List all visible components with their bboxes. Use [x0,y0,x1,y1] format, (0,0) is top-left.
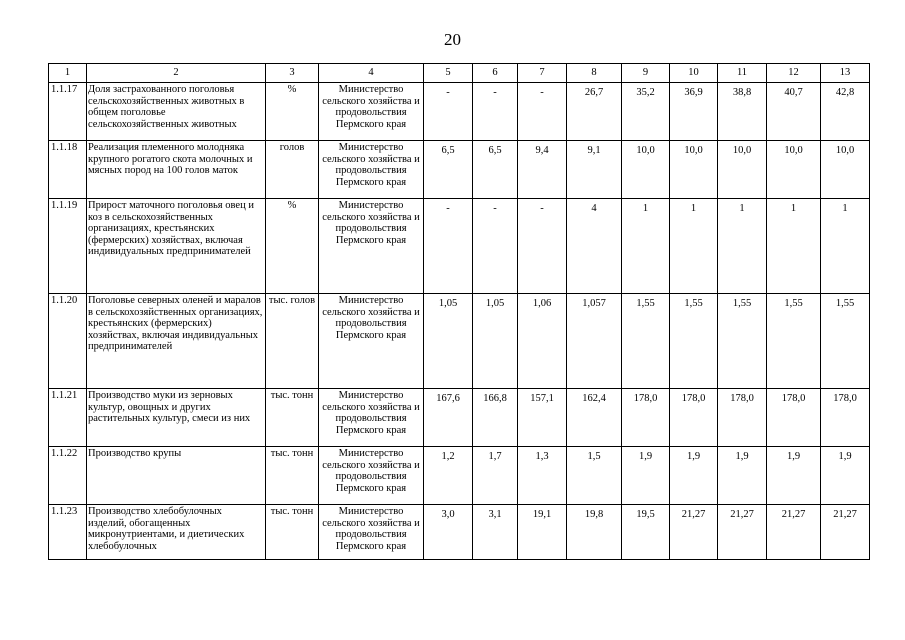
indicator-value: 1 [622,199,670,294]
indicator-value: 3,0 [424,505,473,560]
indicator-value: 1,9 [718,447,767,505]
indicator-value: 178,0 [670,389,718,447]
indicator-value: - [518,199,567,294]
indicator-value: 6,5 [473,141,518,199]
indicator-value: 162,4 [567,389,622,447]
column-header: 2 [87,64,266,83]
indicator-value: 40,7 [767,83,821,141]
unit-of-measure: голов [266,141,319,199]
unit-of-measure: тыс. тонн [266,389,319,447]
column-header: 7 [518,64,567,83]
column-header: 8 [567,64,622,83]
indicator-value: 1,05 [424,294,473,389]
column-header: 12 [767,64,821,83]
indicator-value: 1,9 [622,447,670,505]
indicator-name: Реализация племенного молодняка крупного рогатого скота молочных и мясных пород на 100 голов маток [87,141,266,199]
indicator-value: 1,55 [767,294,821,389]
responsible-executor: Министерство сельского хозяйства и продовольствия Пермского края [319,83,424,141]
unit-of-measure: % [266,199,319,294]
indicator-name: Производство крупы [87,447,266,505]
indicator-value: 1,06 [518,294,567,389]
indicator-code: 1.1.21 [49,389,87,447]
table-row [49,389,870,447]
table-body [49,64,870,560]
indicator-value: 1 [821,199,870,294]
column-number-header-row [49,64,870,83]
indicator-value: 178,0 [767,389,821,447]
indicator-value: 4 [567,199,622,294]
table-row [49,83,870,141]
indicator-value: 10,0 [670,141,718,199]
indicator-value: 42,8 [821,83,870,141]
unit-of-measure: % [266,83,319,141]
indicator-value: 178,0 [821,389,870,447]
indicator-name: Производство муки из зерновых культур, овощных и других растительных культур, смеси из них [87,389,266,447]
column-header: 13 [821,64,870,83]
indicator-value: 1,55 [622,294,670,389]
column-header: 11 [718,64,767,83]
indicator-value: 1 [718,199,767,294]
indicator-value: 9,1 [567,141,622,199]
indicator-value: 178,0 [718,389,767,447]
indicator-value: 10,0 [767,141,821,199]
table-row [49,199,870,294]
indicator-value: 1,55 [821,294,870,389]
indicator-value: - [424,199,473,294]
indicator-value: 1,9 [767,447,821,505]
indicator-value: 21,27 [670,505,718,560]
table-row [49,447,870,505]
indicator-value: 1,057 [567,294,622,389]
unit-of-measure: тыс. голов [266,294,319,389]
indicator-name: Доля застрахованного поголовья сельскохозяйственных животных в общем поголовье сельскохозяйственных животных [87,83,266,141]
indicator-code: 1.1.20 [49,294,87,389]
indicator-value: 21,27 [718,505,767,560]
indicator-name: Поголовье северных оленей и маралов в сельскохозяйственных организациях, крестьянских (фермерских) хозяйствах, включая индивидуальных предпринимателей [87,294,266,389]
column-header: 1 [49,64,87,83]
indicator-value: 19,1 [518,505,567,560]
responsible-executor: Министерство сельского хозяйства и продовольствия Пермского края [319,505,424,560]
indicator-value: 10,0 [622,141,670,199]
indicator-value: 10,0 [821,141,870,199]
indicator-value: - [473,199,518,294]
column-header: 3 [266,64,319,83]
column-header: 9 [622,64,670,83]
indicator-value: 1,9 [821,447,870,505]
indicator-name: Производство хлебобулочных изделий, обогащенных микронутриентами, и диетических хлебобулочных [87,505,266,560]
indicator-value: 1,5 [567,447,622,505]
indicator-value: 6,5 [424,141,473,199]
unit-of-measure: тыс. тонн [266,505,319,560]
indicator-code: 1.1.18 [49,141,87,199]
indicator-name: Прирост маточного поголовья овец и коз в сельскохозяйственных организациях, крестьянских (фермерских) хозяйствах, включая индивидуальных предпринимателей [87,199,266,294]
indicator-value: 178,0 [622,389,670,447]
page-number: 20 [444,30,461,49]
indicator-value: 38,8 [718,83,767,141]
table-row [49,141,870,199]
indicator-value: 1,9 [670,447,718,505]
column-header: 5 [424,64,473,83]
indicator-value: 1,55 [670,294,718,389]
responsible-executor: Министерство сельского хозяйства и продовольствия Пермского края [319,141,424,199]
indicator-value: 19,5 [622,505,670,560]
indicator-value: - [424,83,473,141]
indicator-value: 157,1 [518,389,567,447]
indicator-value: 1,3 [518,447,567,505]
indicator-value: 35,2 [622,83,670,141]
indicator-value: 1,2 [424,447,473,505]
indicator-value: 21,27 [767,505,821,560]
column-header: 6 [473,64,518,83]
table-row [49,505,870,560]
column-header: 10 [670,64,718,83]
indicator-value: 26,7 [567,83,622,141]
indicator-value: 1 [767,199,821,294]
responsible-executor: Министерство сельского хозяйства и продовольствия Пермского края [319,199,424,294]
indicator-code: 1.1.19 [49,199,87,294]
indicator-code: 1.1.17 [49,83,87,141]
indicator-value: 36,9 [670,83,718,141]
indicator-value: 1 [670,199,718,294]
indicator-value: 21,27 [821,505,870,560]
indicator-value: - [473,83,518,141]
responsible-executor: Министерство сельского хозяйства и продовольствия Пермского края [319,447,424,505]
indicator-value: - [518,83,567,141]
indicator-value: 167,6 [424,389,473,447]
indicator-value: 19,8 [567,505,622,560]
indicator-value: 9,4 [518,141,567,199]
indicator-code: 1.1.23 [49,505,87,560]
indicator-value: 3,1 [473,505,518,560]
indicator-value: 166,8 [473,389,518,447]
indicator-value: 1,7 [473,447,518,505]
indicators-table [48,63,870,560]
table-row [49,294,870,389]
indicator-value: 1,05 [473,294,518,389]
unit-of-measure: тыс. тонн [266,447,319,505]
column-header: 4 [319,64,424,83]
indicator-value: 10,0 [718,141,767,199]
responsible-executor: Министерство сельского хозяйства и продовольствия Пермского края [319,389,424,447]
indicator-code: 1.1.22 [49,447,87,505]
responsible-executor: Министерство сельского хозяйства и продовольствия Пермского края [319,294,424,389]
indicator-value: 1,55 [718,294,767,389]
